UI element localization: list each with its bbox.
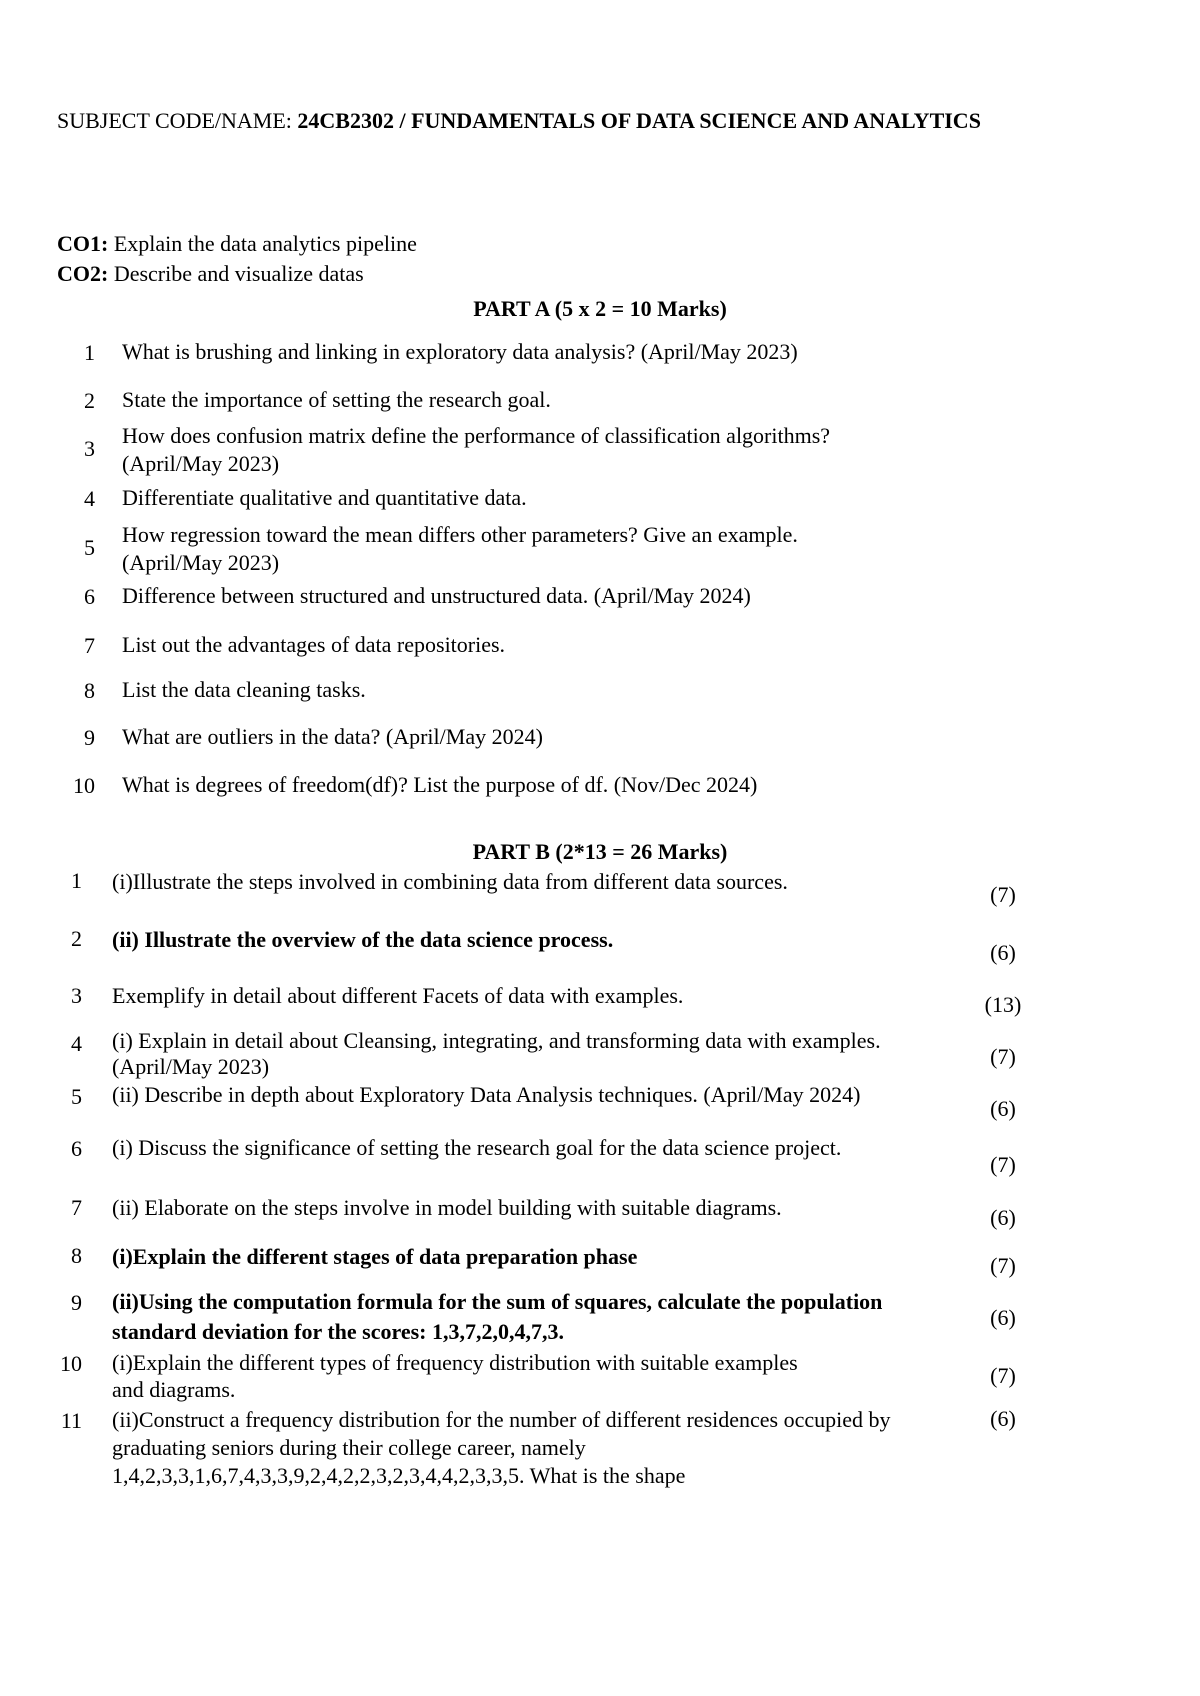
question-text: (i) Discuss the significance of setting the research goal for the data science project. [112,1135,842,1160]
question-text: List out the advantages of data repositories. [122,632,506,657]
question-number: 8 [71,1243,82,1268]
question-text: (i)Explain the different types of frequency distribution with suitable examples and diagrams. [112,1350,820,1402]
question-number: 11 [60,1408,82,1433]
subject-header [57,108,981,134]
co-text: Describe and visualize datas [108,261,364,286]
question-number: 7 [84,633,95,658]
question-marks: (6) [990,1205,1016,1230]
question-number: 3 [71,983,82,1008]
question-text: What are outliers in the data? (April/May 2024) [122,724,543,749]
part-a-title: PART A (5 x 2 = 10 Marks) [473,296,727,321]
question-marks: (13) [984,992,1022,1017]
question-text: (i)Illustrate the steps involved in combining data from different data sources. [112,869,788,894]
question-text: What is degrees of freedom(df)? List the purpose of df. (Nov/Dec 2024) [122,772,758,797]
question-text: (i)Explain the different stages of data preparation phase [112,1244,638,1269]
course-outcome-1 [57,231,417,257]
question-marks: (7) [990,1253,1016,1278]
question-number: 9 [84,725,95,750]
question-marks: (7) [990,882,1016,907]
question-text: What is brushing and linking in exploratory data analysis? (April/May 2023) [122,339,798,364]
question-number: 9 [71,1290,82,1315]
question-number: 1 [71,868,82,893]
question-text: (ii) Describe in depth about Exploratory Data Analysis techniques. (April/May 2024) [112,1082,861,1107]
question-number: 5 [84,535,95,560]
subject-value: 24CB2302 / FUNDAMENTALS OF DATA SCIENCE AND ANALYTICS [297,108,981,133]
co-text: Explain the data analytics pipeline [108,231,417,256]
question-text: (ii) Illustrate the overview of the data science process. [112,927,614,952]
question-number: 10 [60,1351,82,1376]
question-number: 3 [84,436,95,461]
question-number: 4 [71,1031,82,1056]
question-marks: (7) [990,1044,1016,1069]
question-text: State the importance of setting the research goal. [122,387,551,412]
subject-label: SUBJECT CODE/NAME: [57,108,298,133]
question-text: How regression toward the mean differs other parameters? Give an example. (April/May 2023) [122,522,798,575]
co-code: CO1: [57,231,109,256]
question-marks: (6) [990,1096,1016,1121]
question-text: Difference between structured and unstructured data. (April/May 2024) [122,583,751,608]
question-number: 6 [71,1136,82,1161]
question-text: Differentiate qualitative and quantitative data. [122,485,527,510]
question-text: Exemplify in detail about different Facets of data with examples. [112,983,684,1008]
question-number: 5 [71,1084,82,1109]
question-text: (ii) Elaborate on the steps involve in model building with suitable diagrams. [112,1195,782,1220]
question-number: 10 [73,773,95,798]
question-number: 4 [84,486,95,511]
question-text: (i) Explain in detail about Cleansing, integrating, and transforming data with examples. (April/May 2023) [112,1028,881,1079]
question-marks: (7) [990,1363,1016,1388]
question-number: 2 [71,926,82,951]
question-number: 7 [71,1195,82,1220]
question-number: 8 [84,678,95,703]
question-text: (ii)Construct a frequency distribution for the number of different residences occupied by graduating seniors during their college career, namely 1,4,2,3,3,1,6,7,4,3,3,9,2,4,2,2,3,2,3,4,4,2,3,3,5. What is the shape [112,1407,891,1488]
question-number: 6 [84,584,95,609]
question-number: 1 [84,340,95,365]
part-b-title: PART B (2*13 = 26 Marks) [472,839,728,864]
co-code: CO2: [57,261,109,286]
course-outcome-2 [57,261,364,287]
question-marks: (6) [990,1305,1016,1330]
question-marks: (7) [990,1152,1016,1177]
question-text: How does confusion matrix define the performance of classification algorithms? (April/May 2023) [122,423,831,476]
question-marks: (6) [990,1406,1016,1431]
question-number: 2 [84,388,95,413]
question-marks: (6) [990,940,1016,965]
question-text: List the data cleaning tasks. [122,677,366,702]
question-text: (ii)Using the computation formula for the sum of squares, calculate the population standard deviation for the scores: 1,3,7,2,0,4,7,3. [112,1289,883,1344]
